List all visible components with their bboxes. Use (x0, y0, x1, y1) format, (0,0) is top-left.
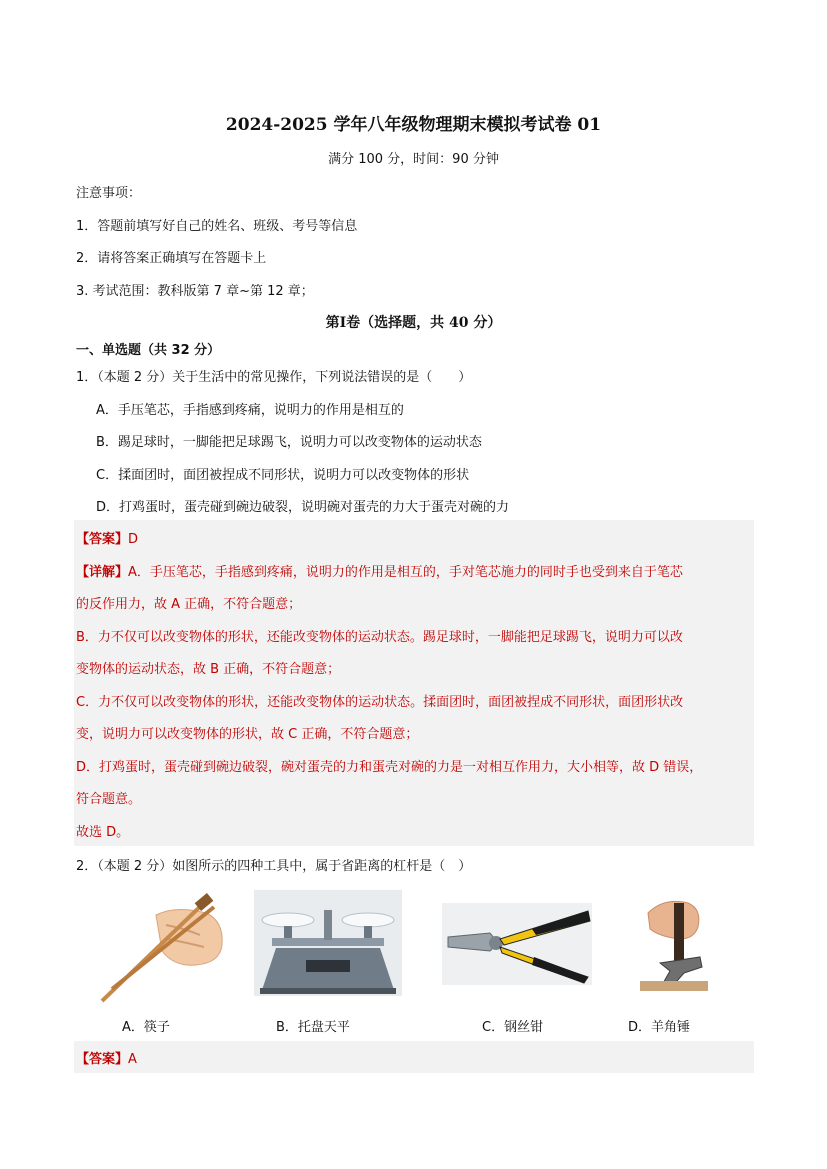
hammer-image (640, 893, 708, 991)
detail-label: 【详解】 (76, 565, 129, 580)
question-1-stem: 1．（本题 2 分）关于生活中的常见操作，下列说法错误的是（ ） (76, 370, 472, 385)
question-1-detail-line: 符合题意。 (76, 792, 142, 807)
question-2-answer (76, 1048, 137, 1067)
detail-text: A．手压笔芯，手指感到疼痛，说明力的作用是相互的，手对笔芯施力的同时手也受到来自于笔芯 (128, 565, 683, 580)
question-1-detail-line: B．力不仅可以改变物体的形状，还能改变物体的运动状态。踢足球时，一脚能把足球踢飞，说明力可以改 (76, 630, 683, 645)
notice-item: 2．请将答案正确填写在答题卡上 (76, 251, 267, 266)
notice-item: 3. 考试范围：教科版第 7 章~第 12 章； (76, 284, 314, 299)
notice-item: 1．答题前填写好自己的姓名、班级、考号等信息 (76, 219, 358, 234)
question-2-caption-b: B．托盘天平 (276, 1020, 350, 1035)
question-1-option-a: A．手压笔芯，手指感到疼痛，说明力的作用是相互的 (96, 403, 404, 418)
section-title: 一、单选题（共 32 分） (76, 343, 221, 358)
question-2-caption-c: C．钢丝钳 (482, 1020, 544, 1035)
answer-label: 【答案】 (76, 1052, 129, 1067)
question-1-detail-line: 变，说明力可以改变物体的形状，故 C 正确，不符合题意； (76, 727, 419, 742)
question-1-detail-line: D．打鸡蛋时，蛋壳碰到碗边破裂，碗对蛋壳的力和蛋壳对碗的力是一对相互作用力，大小相等，故 D 错误， (76, 760, 703, 775)
question-1-option-b: B．踢足球时，一脚能把足球踢飞，说明力可以改变物体的运动状态 (96, 435, 482, 450)
exam-subtitle: 满分 100 分，时间：90 分钟 (328, 152, 499, 167)
pliers-image (442, 903, 592, 985)
part-title: 第Ⅰ卷（选择题，共 40 分） (325, 315, 502, 331)
question-1-detail-line: 的反作用力，故 A 正确，不符合题意； (76, 597, 302, 612)
notice-heading: 注意事项： (76, 186, 142, 201)
question-1-detail-line: 故选 D。 (76, 825, 130, 840)
question-1-detail-line: C．力不仅可以改变物体的形状，还能改变物体的运动状态。揉面团时，面团被捏成不同形状，面团形状改 (76, 695, 684, 710)
question-2-caption-a: A．筷子 (122, 1020, 170, 1035)
chopsticks-image (96, 885, 228, 1003)
question-1-option-c: C．揉面团时，面团被捏成不同形状，说明力可以改变物体的形状 (96, 468, 470, 483)
question-2-answer-box (74, 1041, 754, 1073)
balance-scale-image (254, 890, 402, 996)
question-2-stem: 2．（本题 2 分）如图所示的四种工具中，属于省距离的杠杆是（ ） (76, 859, 472, 874)
question-2-caption-d: D．羊角锤 (628, 1020, 691, 1035)
question-1-option-d: D．打鸡蛋时，蛋壳碰到碗边破裂，说明碗对蛋壳的力大于蛋壳对碗的力 (96, 500, 510, 515)
question-1-detail-line (76, 561, 683, 580)
question-1-detail-line: 变物体的运动状态，故 B 正确，不符合题意； (76, 662, 341, 677)
question-1-answer (76, 528, 138, 547)
answer-value: A (128, 1052, 137, 1067)
exam-title: 2024-2025 学年八年级物理期末模拟考试卷 01 (225, 115, 602, 135)
answer-value: D (128, 532, 139, 547)
answer-label: 【答案】 (76, 532, 129, 547)
